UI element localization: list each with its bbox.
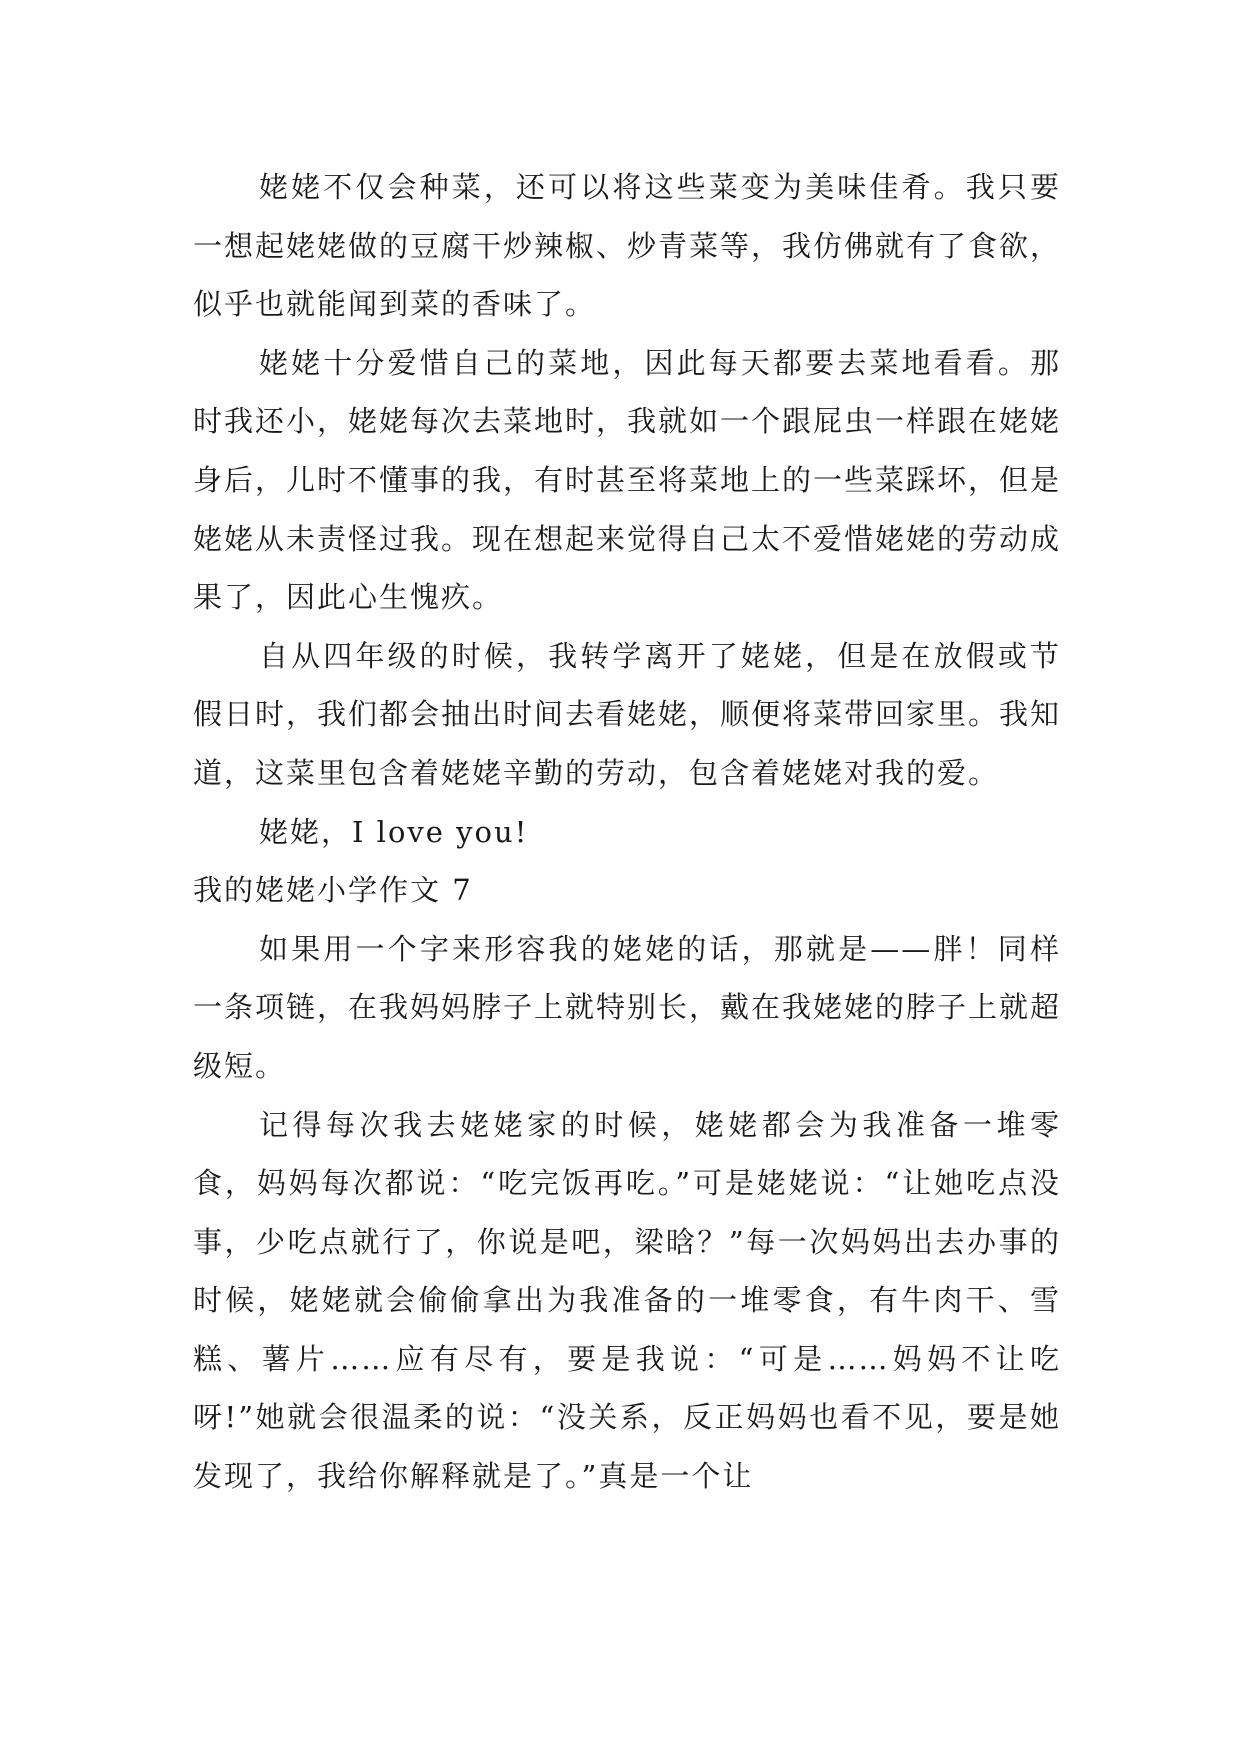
paragraph-2: 姥姥十分爱惜自己的菜地，因此每天都要去菜地看看。那时我还小，姥姥每次去菜地时，我就如一个跟屁虫一样跟在姥姥身后，儿时不懂事的我，有时甚至将菜地上的一些菜踩坏，但是姥姥从未责怪过我。现在想起来觉得自己太不爱惜姥姥的劳动成果了，因此心生愧疚。	[193, 345, 1062, 615]
document-page	[193, 158, 1061, 1506]
paragraph-6: 记得每次我去姥姥家的时候，姥姥都会为我准备一堆零食，妈妈每次都说：“吃完饭再吃。”可是姥姥说：“让她吃点没事，少吃点就行了，你说是吧，梁晗？”每一次妈妈出去办事的时候，姥姥就会偷偷拿出为我准备的一堆零食，有牛肉干、雪糕、薯片……应有尽有，要是我说：“可是……妈妈不让吃呀!”她就会很温柔的说：“没关系，反正妈妈也看不见，要是她发现了，我给你解释就是了。”真是一个让	[193, 1107, 1061, 1494]
paragraph-5: 如果用一个字来形容我的姥姥的话，那就是——胖！同样一条项链，在我妈妈脖子上就特别长，戴在我姥姥的脖子上就超级短。	[193, 931, 1062, 1083]
paragraph-4: 姥姥，I love you!	[259, 814, 529, 849]
section-heading: 我的姥姥小学作文 7	[193, 873, 473, 908]
paragraph-3: 自从四年级的时候，我转学离开了姥姥，但是在放假或节假日时，我们都会抽出时间去看姥姥，顺便将菜带回家里。我知道，这菜里包含着姥姥辛勤的劳动，包含着姥姥对我的爱。	[193, 638, 1062, 790]
paragraph-1: 姥姥不仅会种菜，还可以将这些菜变为美味佳肴。我只要一想起姥姥做的豆腐干炒辣椒、炒青菜等，我仿佛就有了食欲，似乎也就能闻到菜的香味了。	[193, 170, 1062, 322]
